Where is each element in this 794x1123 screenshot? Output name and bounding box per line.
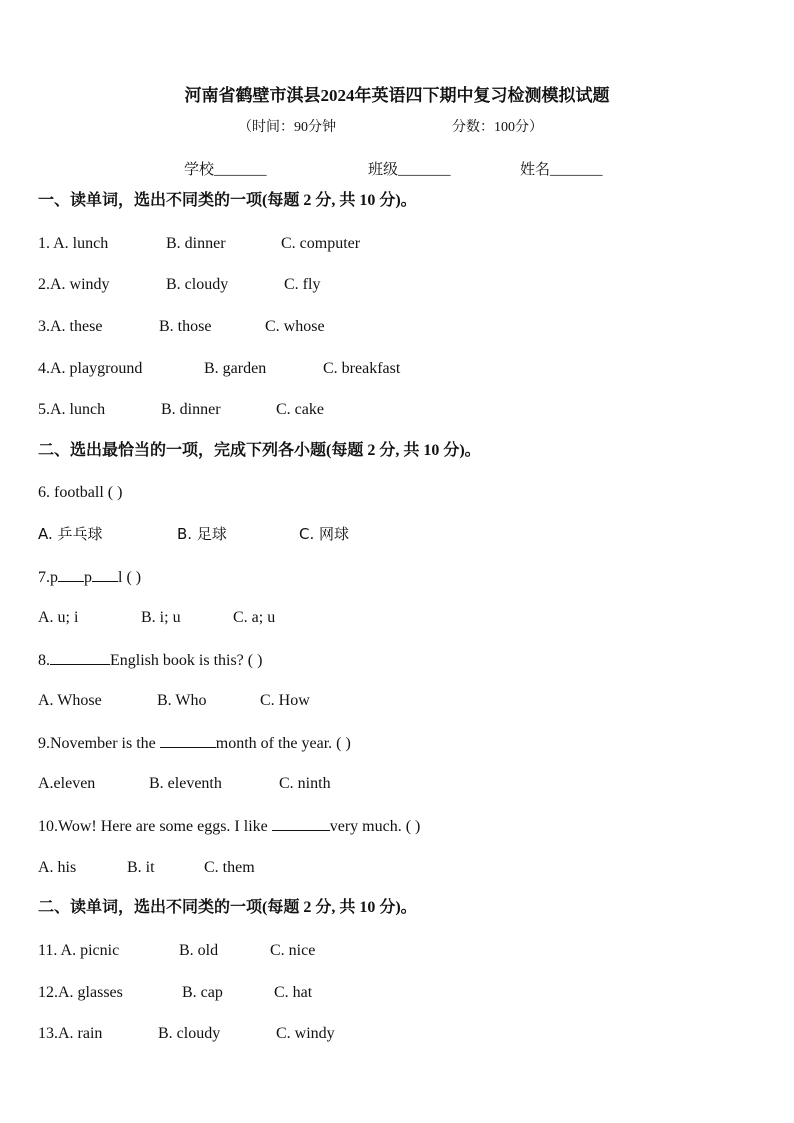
answer-blank[interactable] (58, 567, 84, 582)
option-a: A. 乒乓球 (38, 525, 103, 543)
exam-time: （时间：90分钟 (238, 120, 336, 135)
stem-text: very much. ( ) (329, 818, 421, 835)
stem-text: p (84, 569, 92, 586)
option-a: 3.A. these (38, 318, 103, 335)
stem-text: 8. (38, 652, 50, 669)
stem-text: 7.p (38, 569, 58, 586)
option-b: B. i; u (141, 609, 181, 626)
option-b: B. Who (157, 692, 207, 709)
option-c: C. windy (276, 1025, 335, 1042)
exam-score: 分数：100分） (452, 120, 543, 135)
option-b: B. it (127, 859, 155, 876)
option-a: 5.A. lunch (38, 401, 106, 418)
stem-text: month of the year. ( ) (215, 735, 351, 752)
option-c: C. cake (276, 401, 324, 418)
option-b: B. cloudy (166, 276, 229, 293)
option-a: A. Whose (38, 692, 102, 709)
question-stem: 6. football ( ) (38, 484, 123, 501)
answer-blank[interactable] (92, 567, 118, 582)
option-b: B. garden (204, 360, 267, 377)
option-a: A. u; i (38, 609, 79, 626)
option-a: A. his (38, 859, 77, 876)
answer-blank[interactable] (160, 733, 216, 748)
option-c: C. breakfast (323, 360, 401, 377)
option-b: B. cloudy (158, 1025, 221, 1042)
section-heading: 一、读单词，选出不同类的一项(每题 2 分, 共 10 分)。 (38, 192, 417, 209)
exam-title: 河南省鹤壁市淇县2024年英语四下期中复习检测模拟试题 (184, 86, 610, 105)
question-stem (38, 650, 262, 671)
option-c: C. hat (274, 984, 313, 1001)
option-b: B. dinner (161, 401, 221, 418)
question-stem (38, 567, 141, 588)
option-c: C. How (260, 692, 310, 709)
option-b: B. old (179, 942, 219, 959)
stem-text: English book is this? ( ) (110, 652, 263, 669)
option-c: C. ninth (279, 775, 331, 792)
question-stem (38, 816, 420, 837)
option-a: 1. A. lunch (38, 235, 109, 252)
option-b: B. eleventh (149, 775, 222, 792)
answer-blank[interactable] (50, 650, 110, 665)
class-field: 班级_______ (368, 162, 451, 178)
stem-text: 10.Wow! Here are some eggs. I like (38, 818, 272, 835)
option-c: C. nice (270, 942, 316, 959)
option-c: C. fly (284, 276, 321, 293)
option-a: 12.A. glasses (38, 984, 123, 1001)
option-b: B. those (159, 318, 212, 335)
answer-blank[interactable] (272, 816, 330, 831)
option-c: C. them (204, 859, 255, 876)
option-c: C. 网球 (299, 525, 350, 543)
section-heading: 二、选出最恰当的一项，完成下列各小题(每题 2 分, 共 10 分)。 (38, 442, 481, 459)
school-field: 学校_______ (184, 162, 267, 178)
option-c: C. whose (265, 318, 325, 335)
stem-text: 9.November is the (38, 735, 160, 752)
question-stem (38, 733, 351, 754)
option-a: 4.A. playground (38, 360, 143, 377)
option-b: B. 足球 (177, 525, 227, 543)
option-a: 13.A. rain (38, 1025, 103, 1042)
option-b: B. cap (182, 984, 223, 1001)
option-c: C. a; u (233, 609, 276, 626)
name-field: 姓名_______ (520, 162, 603, 178)
stem-text: l ( ) (118, 569, 142, 586)
option-b: B. dinner (166, 235, 226, 252)
option-c: C. computer (281, 235, 361, 252)
option-a: A.eleven (38, 775, 96, 792)
section-heading: 二、读单词，选出不同类的一项(每题 2 分, 共 10 分)。 (38, 899, 417, 916)
option-a: 11. A. picnic (38, 942, 120, 959)
option-a: 2.A. windy (38, 276, 110, 293)
